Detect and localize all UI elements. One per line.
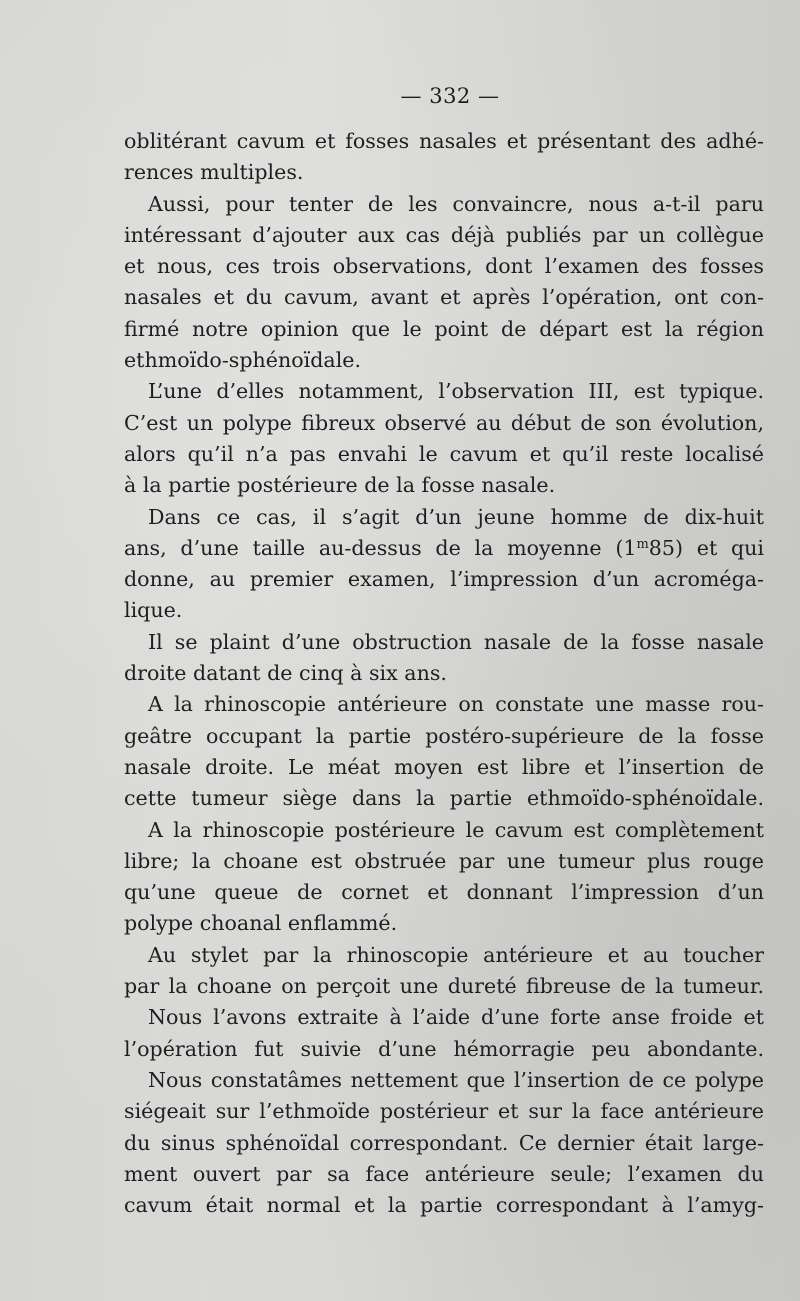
text-line: geâtre occupant la partie postéro-supérieure de la fosse [124, 723, 764, 748]
text-line: du sinus sphénoïdal correspondant. Ce dernier était large- [124, 1130, 764, 1155]
text-line: ans, d’une taille au-dessus de la moyenne (1$^m$85) et qui [124, 535, 765, 560]
text-line: firmé notre opinion que le point de départ est la région [124, 316, 764, 341]
text-line: polype choanal enflammé. [124, 911, 398, 936]
text-line: qu’une queue de cornet et donnant l’impression d’un [124, 880, 764, 905]
text-line: à la partie postérieure de la fosse nasale. [124, 473, 556, 498]
text-line: libre; la choane est obstruée par une tumeur plus rouge [124, 848, 764, 873]
text-line: droite datant de cinq à six ans. [124, 661, 447, 686]
text-line: et nous, ces trois observations, dont l’examen des fosses [124, 254, 764, 279]
text-line: Au stylet par la rhinoscopie antérieure et au toucher [148, 942, 764, 967]
text-line: alors qu’il n’a pas envahi le cavum et qu’il reste localisé [124, 441, 764, 466]
text-line: Aussi, pour tenter de les convaincre, nous a-t-il paru [148, 191, 764, 216]
page-number: — 332 — [400, 84, 500, 108]
body-text [124, 126, 764, 1221]
text-line: l’opération fut suivie d’une hémorragie peu abondante. [124, 1036, 764, 1061]
text-line: siégeait sur l’ethmoïde postérieur et sur la face antérieure [124, 1099, 764, 1124]
text-line: lique. [124, 598, 183, 623]
text-line: donne, au premier examen, l’impression d’un acroméga- [124, 567, 764, 592]
text-line: intéressant d’ajouter aux cas déjà publiés par un collègue [124, 222, 764, 247]
text-line: rences multiples. [124, 160, 304, 185]
text-line: nasales et du cavum, avant et après l’opération, ont con- [124, 285, 764, 310]
text-line: Dans ce cas, il s’agit d’un jeune homme de dix-huit [148, 504, 764, 529]
text-line: oblitérant cavum et fosses nasales et présentant des adhé- [124, 129, 764, 153]
text-line: nasale droite. Le méat moyen est libre et l’insertion de [124, 754, 764, 779]
text-line: Nous l’avons extraite à l’aide d’une forte anse froide et [148, 1005, 764, 1030]
text-line: par la choane on perçoit une dureté fibreuse de la tumeur. [124, 974, 764, 999]
text-line: Nous constatâmes nettement que l’insertion de ce polype [148, 1067, 764, 1092]
text-line: cavum était normal et la partie correspondant à l’amyg- [124, 1193, 764, 1218]
text-line: Il se plaint d’une obstruction nasale de la fosse nasale [148, 629, 764, 654]
text-line: cette tumeur siège dans la partie ethmoïdo-sphénoïdale. [124, 786, 764, 811]
text-line: ment ouvert par sa face antérieure seule; l’examen du [124, 1161, 764, 1186]
text-line: ethmoïdo-sphénoïdale. [124, 348, 362, 373]
text-line: A la rhinoscopie postérieure le cavum est complètement [148, 817, 764, 842]
text-line: A la rhinoscopie antérieure on constate une masse rou- [148, 692, 764, 717]
text-line: C’est un polype fibreux observé au début de son évolution, [124, 410, 764, 435]
text-line: L’une d’elles notamment, l’observation III, est typique. [148, 379, 764, 404]
